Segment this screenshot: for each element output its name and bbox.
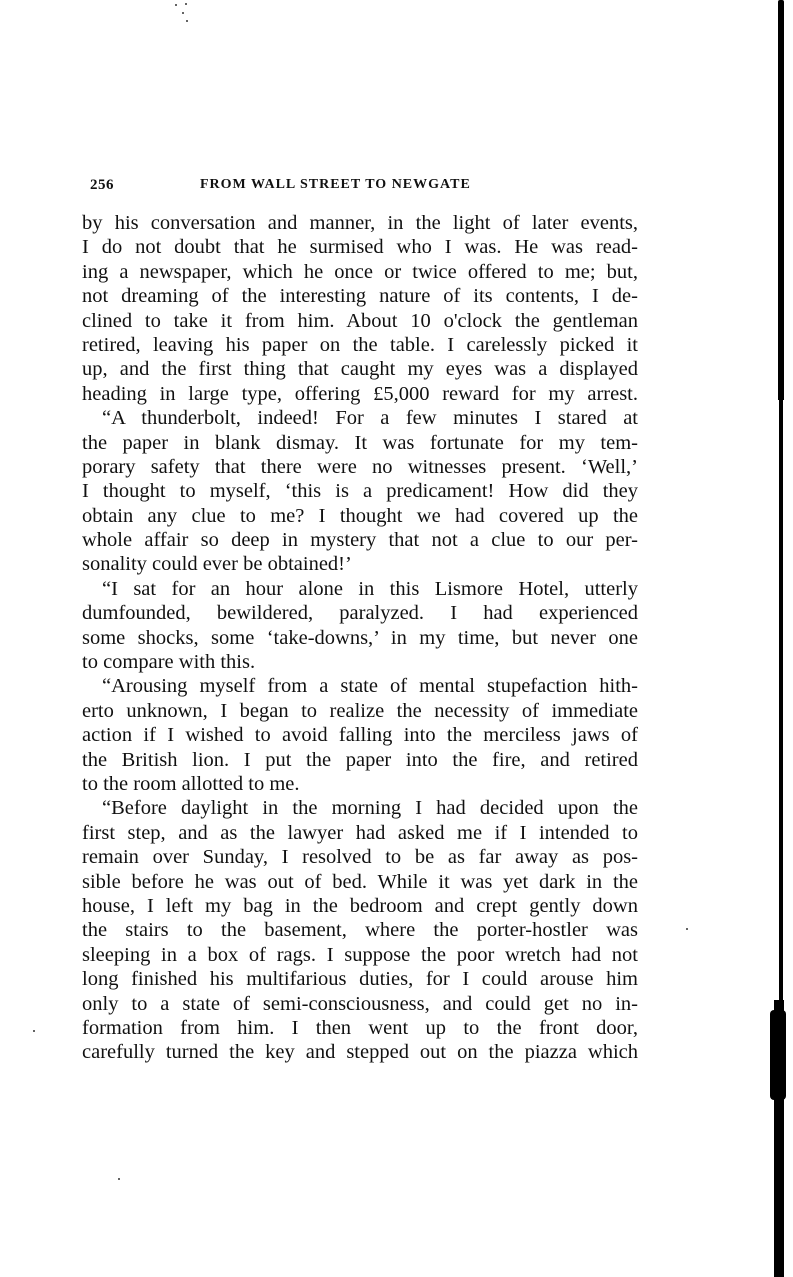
- text-line: heading in large type, offering £5,000 reward for my arrest.: [82, 382, 638, 405]
- text-line: up, and the first thing that caught my eyes was a displayed: [82, 358, 638, 381]
- text-line: obtain any clue to me? I thought we had covered up the: [82, 504, 638, 527]
- text-line: “Arousing myself from a state of mental stupefaction hith-: [102, 675, 638, 698]
- text-line: some shocks, some ‘take-downs,’ in my time, but never one: [82, 626, 638, 649]
- text-line: sible before he was out of bed. While it was yet dark in the: [82, 870, 638, 893]
- text-line: I thought to myself, ‘this is a predicament! How did they: [82, 480, 638, 503]
- running-head: [90, 177, 630, 197]
- text-line: “I sat for an hour alone in this Lismore Hotel, utterly: [102, 577, 638, 600]
- text-line: “A thunderbolt, indeed! For a few minutes I stared at: [102, 407, 638, 430]
- text-line: to compare with this.: [82, 651, 256, 674]
- scan-speck: [33, 1030, 35, 1032]
- scan-edge-shadow: [779, 400, 783, 1000]
- text-line: long finished his multifarious duties, for I could arouse him: [82, 968, 638, 991]
- text-line: sleeping in a box of rags. I suppose the poor wretch had not: [82, 943, 638, 966]
- text-line: sonality could ever be obtained!’: [82, 553, 352, 576]
- text-line: retired, leaving his paper on the table. I carelessly picked it: [82, 333, 638, 356]
- scan-speck: [186, 20, 188, 22]
- text-line: porary safety that there were no witnesses present. ‘Well,’: [82, 455, 638, 478]
- text-line: formation from him. I then went up to the front door,: [82, 1016, 638, 1039]
- text-line: by his conversation and manner, in the light of later events,: [82, 212, 638, 234]
- running-title: FROM WALL STREET TO NEWGATE: [200, 177, 471, 192]
- text-line: the paper in blank dismay. It was fortunate for my tem-: [82, 431, 638, 454]
- text-line: to the room allotted to me.: [82, 772, 300, 795]
- text-line: the British lion. I put the paper into the fire, and retired: [82, 748, 638, 771]
- text-line: carefully turned the key and stepped out on the piazza which: [82, 1041, 638, 1064]
- page-number: 256: [90, 177, 114, 193]
- scan-speck: [175, 4, 177, 6]
- body-text: [82, 211, 638, 1065]
- text-line: “Before daylight in the morning I had decided upon the: [102, 797, 638, 820]
- text-line: the stairs to the basement, where the porter-hostler was: [82, 919, 638, 942]
- text-line: I do not doubt that he surmised who I was. He was read-: [82, 236, 638, 259]
- text-line: dumfounded, bewildered, paralyzed. I had experienced: [82, 602, 638, 625]
- scan-speck: [686, 928, 688, 930]
- text-line: ing a newspaper, which he once or twice offered to me; but,: [82, 260, 638, 283]
- text-line: erto unknown, I began to realize the necessity of immediate: [82, 699, 638, 722]
- scan-speck: [118, 1178, 120, 1180]
- scan-edge-shadow: [778, 0, 784, 400]
- text-line: action if I wished to avoid falling into the merciless jaws of: [82, 724, 638, 747]
- text-line: whole affair so deep in mystery that not a clue to our per-: [82, 529, 638, 552]
- text-line: house, I left my bag in the bedroom and crept gently down: [82, 894, 638, 917]
- scan-speck: [182, 12, 184, 14]
- text-line: only to a state of semi-consciousness, and could get no in-: [82, 992, 638, 1015]
- scan-edge-shadow: [770, 1010, 786, 1100]
- text-line: clined to take it from him. About 10 o'clock the gentleman: [82, 309, 638, 332]
- text-line: first step, and as the lawyer had asked me if I intended to: [82, 821, 638, 844]
- scan-speck: [185, 3, 187, 5]
- text-line: not dreaming of the interesting nature of its contents, I de-: [82, 285, 638, 308]
- text-line: remain over Sunday, I resolved to be as far away as pos-: [82, 846, 638, 869]
